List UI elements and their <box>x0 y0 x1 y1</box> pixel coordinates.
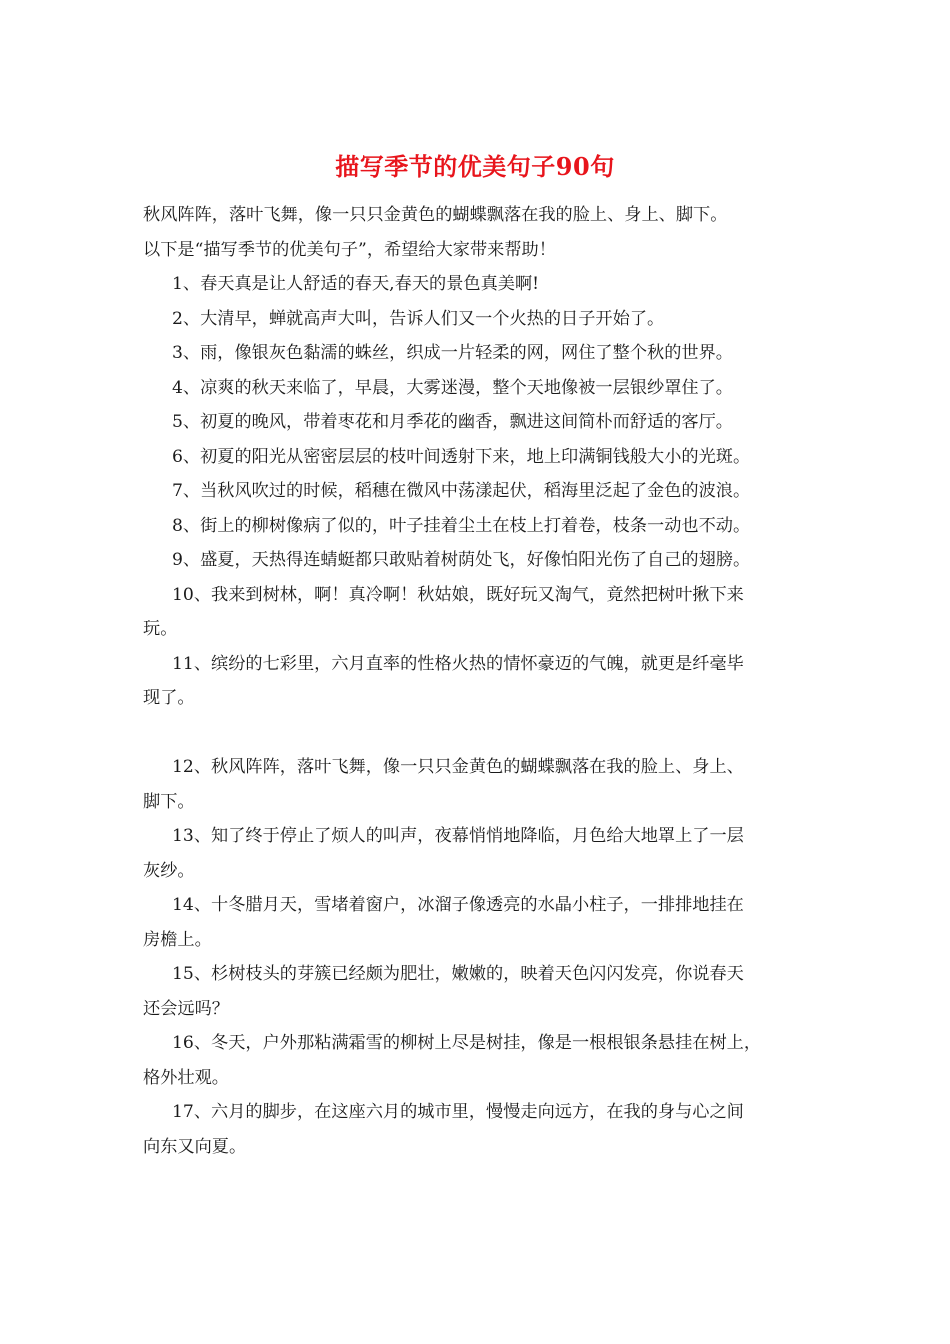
sentence-item: 11、缤纷的七彩里，六月直率的性格火热的情怀豪迈的气魄，就更是纤毫毕 <box>172 653 744 674</box>
sentence-item-continuation: 还会远吗？ <box>143 998 229 1019</box>
document-body <box>143 198 823 1164</box>
sentence-item: 6、初夏的阳光从密密层层的枝叶间透射下来，地上印满铜钱般大小的光斑。 <box>172 446 751 467</box>
document-title: 描写季节的优美句子90句 <box>335 152 615 181</box>
sentence-item: 12、秋风阵阵，落叶飞舞，像一只只金黄色的蝴蝶飘落在我的脸上、身上、 <box>172 757 744 777</box>
sentence-item-continuation: 房檐上。 <box>143 929 212 950</box>
sentence-item: 3、雨，像银灰色黏濡的蛛丝，织成一片轻柔的网，网住了整个秋的世界。 <box>172 343 733 363</box>
sentence-item-continuation: 玩。 <box>143 619 178 639</box>
intro-line: 秋风阵阵，落叶飞舞，像一只只金黄色的蝴蝶飘落在我的脸上、身上、脚下。 <box>143 205 728 225</box>
sentence-item: 8、街上的柳树像病了似的，叶子挂着尘土在枝上打着卷，枝条一动也不动。 <box>172 515 751 536</box>
sentence-item-continuation: 现了。 <box>143 688 195 708</box>
sentence-item: 13、知了终于停止了烦人的叫声，夜幕悄悄地降临，月色给大地罩上了一层 <box>172 826 744 846</box>
sentence-item-continuation: 向东又向夏。 <box>143 1136 247 1157</box>
paragraph-gap <box>143 716 823 751</box>
sentence-item: 2、大清早，蝉就高声大叫，告诉人们又一个火热的日子开始了。 <box>172 308 665 329</box>
sentence-item: 1、春天真是让人舒适的春天,春天的景色真美啊! <box>172 274 540 294</box>
sentence-item: 5、初夏的晚风，带着枣花和月季花的幽香，飘进这间简朴而舒适的客厅。 <box>172 412 733 432</box>
sentence-item: 10、我来到树林，啊！真冷啊！秋姑娘，既好玩又淘气，竟然把树叶揪下来 <box>172 584 744 605</box>
sentence-item: 14、十冬腊月天，雪堵着窗户，冰溜子像透亮的水晶小柱子，一排排地挂在 <box>172 895 744 915</box>
intro-line: 以下是“描写季节的优美句子”，希望给大家带来帮助！ <box>143 239 556 260</box>
sentence-item: 16、冬天，户外那粘满霜雪的柳树上尽是树挂，像是一根根银条悬挂在树上， <box>172 1033 762 1053</box>
sentence-item-continuation: 格外壮观。 <box>143 1067 229 1088</box>
sentence-item: 4、凉爽的秋天来临了，早晨，大雾迷漫，整个天地像被一层银纱罩住了。 <box>172 377 733 398</box>
sentence-item: 9、盛夏，天热得连蜻蜓都只敢贴着树荫处飞，好像怕阳光伤了自己的翅膀。 <box>172 550 751 570</box>
sentence-item-continuation: 灰纱。 <box>143 860 195 881</box>
sentence-item: 7、当秋风吹过的时候，稻穗在微风中荡漾起伏，稻海里泛起了金色的波浪。 <box>172 481 751 501</box>
sentence-item: 17、六月的脚步，在这座六月的城市里，慢慢走向远方，在我的身与心之间 <box>172 1102 744 1122</box>
sentence-item-continuation: 脚下。 <box>143 791 195 812</box>
sentence-item: 15、杉树枝头的芽簇已经颇为肥壮，嫩嫩的，映着天色闪闪发亮，你说春天 <box>172 964 744 984</box>
